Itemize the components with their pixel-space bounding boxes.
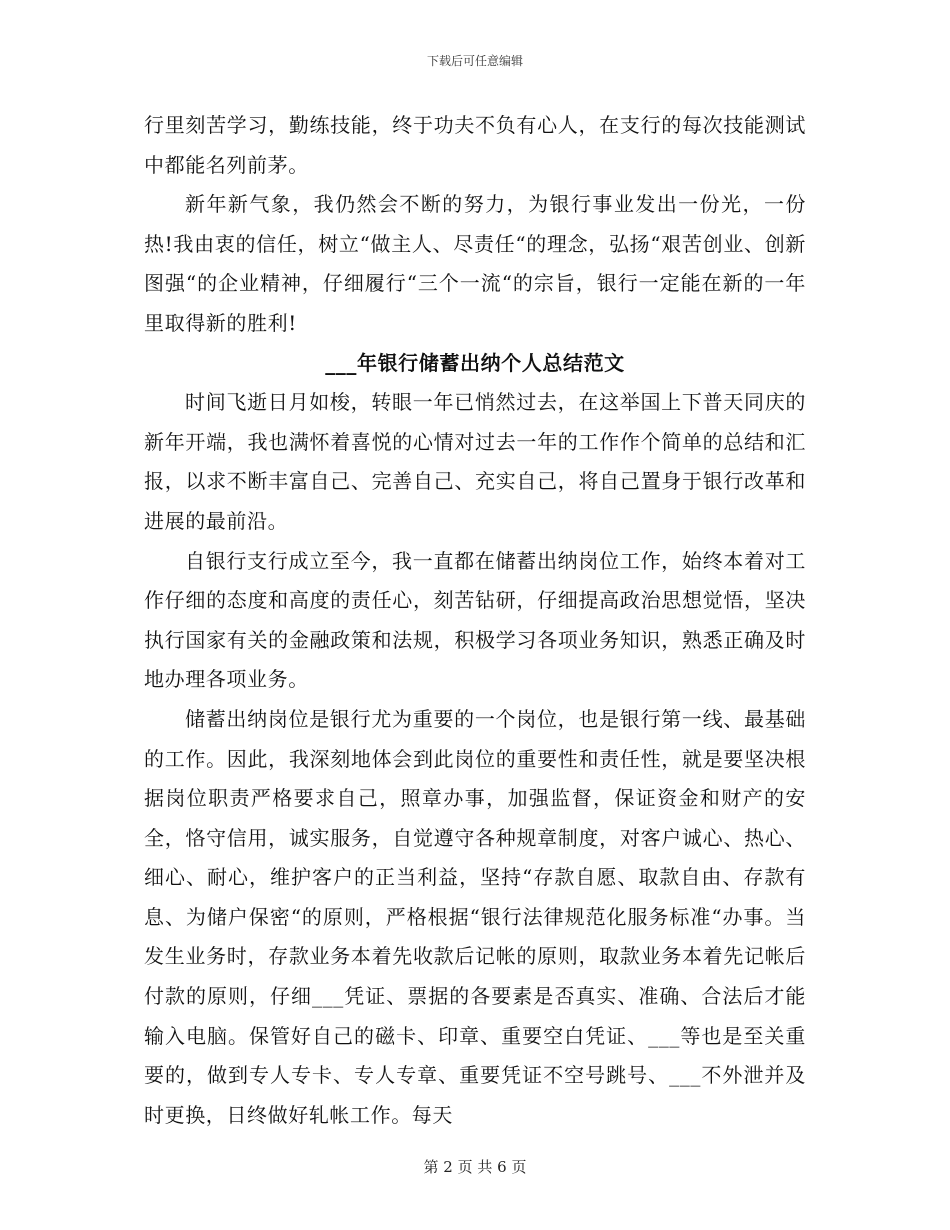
paragraph-intro: 时间飞逝日月如梭，转眼一年已悄然过去，在这举国上下普天同庆的新年开端，我也满怀着喜悦的心情对过去一年的工作作个简单的总结和汇报，以求不断丰富自己、完善自己、充实自己，将自己置身于银行改革和进展的最前沿。 bbox=[144, 390, 806, 533]
paragraph-duties: 储蓄出纳岗位是银行尤为重要的一个岗位，也是银行第一线、最基础的工作。因此，我深刻地体会到此岗位的重要性和责任性，就是要坚决根据岗位职责严格要求自己，照章办事，加强监督，保证资金和财产的安全，恪守信用，诚实服务，自觉遵守各种规章制度，对客户诚心、热心、细心、耐心，维护客户的正当利益，坚持“存款自愿、取款自由、存款有息、为储户保密“的原则，严格根据“银行法律规范化服务标准“办事。当发生业务时，存款业务本着先收款后记帐的原则，取款业务本着先记帐后付款的原则，仔细___凭证、票据的各要素是否真实、准确、合法后才能输入电脑。保管好自己的磁卡、印章、重要空白凭证、___等也是至关重要的，做到专人专卡、专人专章、重要凭证不空号跳号、___不外泄并及时更换，日终做好轧帐工作。每天 bbox=[144, 706, 806, 1127]
document-body bbox=[144, 106, 806, 1135]
paragraph-continuation: 行里刻苦学习，勤练技能，终于功夫不负有心人，在支行的每次技能测试中都能名列前茅。 bbox=[144, 113, 806, 177]
page-header-note: 下载后可任意编辑 bbox=[426, 54, 523, 68]
section-title: ___年银行储蓄出纳个人总结范文 bbox=[325, 350, 625, 375]
page-number: 第 2 页 共 6 页 bbox=[423, 1158, 527, 1176]
paragraph-position: 自银行支行成立至今，我一直都在储蓄出纳岗位工作，始终本着对工作仔细的态度和高度的责任心，刻苦钻研，仔细提高政治思想觉悟，坚决执行国家有关的金融政策和法规，积极学习各项业务知识，熟悉正确及时地办理各项业务。 bbox=[144, 548, 806, 692]
paragraph-new-year: 新年新气象，我仍然会不断的努力，为银行事业发出一份光，一份热!我由衷的信任，树立“做主人、尽责任“的理念，弘扬“艰苦创业、创新图强“的企业精神，仔细履行“三个一流“的宗旨，银行一定能在新的一年里取得新的胜利! bbox=[144, 192, 806, 335]
